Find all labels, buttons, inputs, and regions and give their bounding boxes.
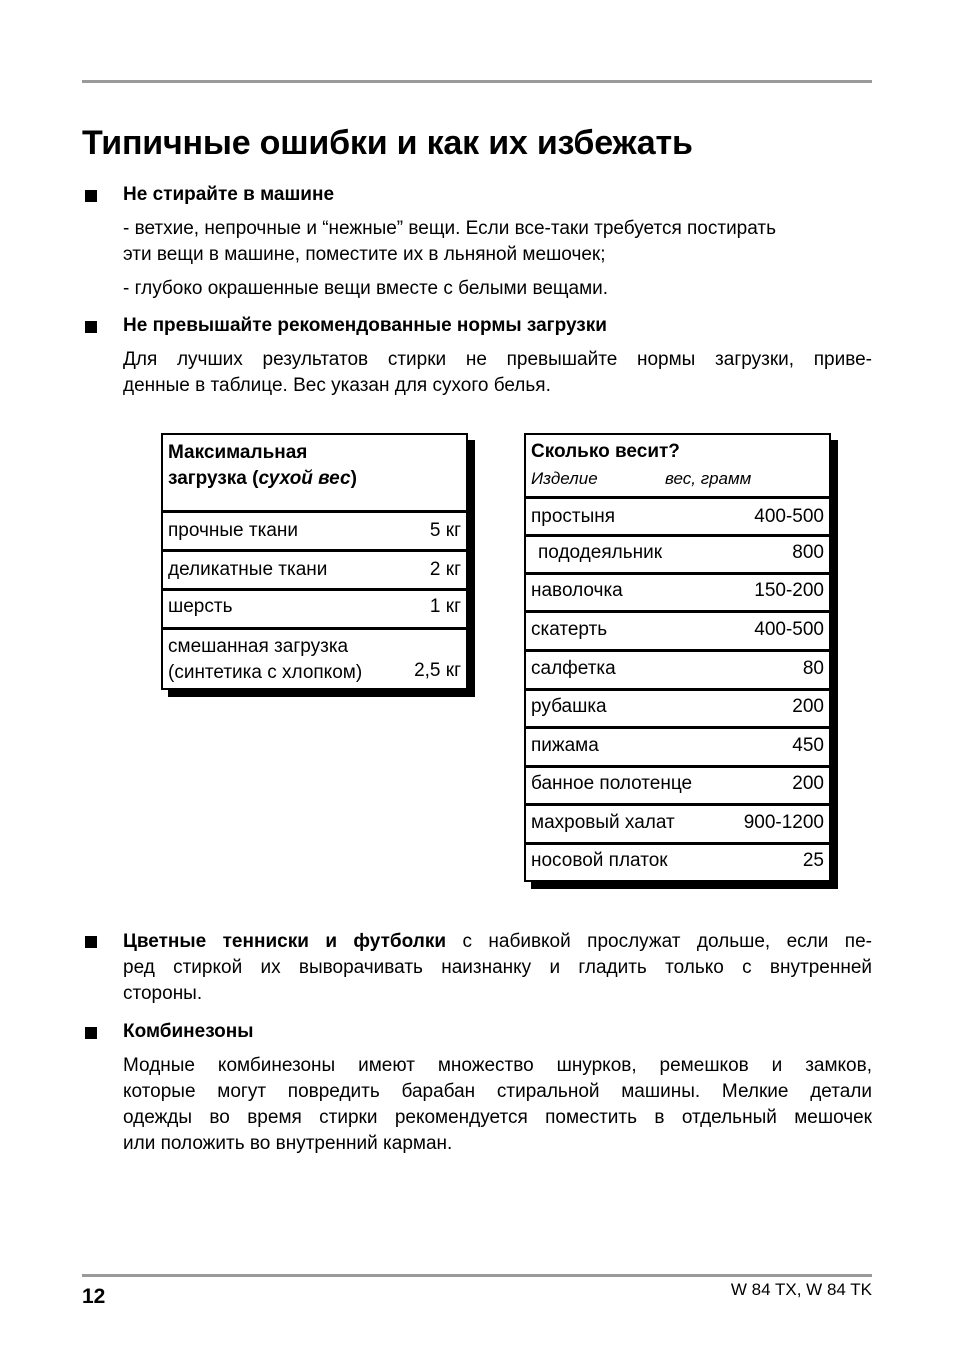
row-label: салфетка — [531, 658, 616, 679]
row-label: наволочка — [531, 580, 623, 601]
row-value: 200 — [792, 773, 824, 794]
row-value: 1 кг — [429, 596, 461, 617]
bullet-square-icon — [85, 321, 97, 333]
table-row — [526, 842, 829, 880]
header-line: ) — [350, 468, 357, 489]
text-line: или положить во внутренний карман. — [123, 1133, 453, 1154]
row-value: 5 кг — [429, 520, 461, 541]
weight-table-title: Сколько весит? — [531, 441, 680, 462]
row-label: пижама — [531, 735, 599, 756]
row-value: 800 — [792, 542, 824, 563]
row-value: 80 — [802, 658, 824, 679]
row-label-line: (синтетика с хлопком) — [168, 662, 363, 683]
table-row — [526, 649, 829, 688]
text-line: которые могут повредить барабан стиральной машины. Мелкие детали — [123, 1081, 872, 1102]
col-item-label: Изделие — [531, 469, 598, 488]
bullet-square-icon — [85, 936, 97, 948]
row-label-line: смешанная загрузка — [168, 636, 349, 657]
row-value: 400-500 — [754, 506, 824, 527]
row-label: прочные ткани — [168, 520, 299, 541]
section-heading-no-wash: Не стирайте в машине — [123, 184, 335, 205]
table-row-mixed — [163, 627, 466, 688]
row-label: пододеяльник — [538, 542, 663, 563]
row-label: банное полотенце — [531, 773, 693, 794]
text-line: Для лучших результатов стирки не превышайте нормы загрузки, приве- — [123, 349, 872, 370]
section-text-overalls — [123, 1053, 872, 1157]
row-label: скатерть — [531, 619, 608, 640]
max-load-header-text — [168, 440, 357, 492]
text-line: денные в таблице. Вес указан для сухого белья. — [123, 375, 551, 396]
header-rule — [82, 80, 872, 83]
text-line: стороны. — [123, 983, 203, 1004]
row-value: 150-200 — [754, 580, 824, 601]
page-number: 12 — [82, 1285, 106, 1308]
text-line: - глубоко окрашенные вещи вместе с белыми вещами. — [123, 278, 609, 299]
section-heading-tshirts: Цветные тенниски и футболки — [123, 931, 447, 952]
max-load-table — [161, 433, 468, 690]
header-line: загрузка ( — [168, 468, 259, 489]
text-line: эти вещи в машине, поместите их в льняной мешочек; — [123, 244, 606, 265]
max-load-table-header — [163, 435, 466, 510]
row-label — [168, 634, 362, 686]
col-weight-label: вес, грамм — [665, 469, 752, 488]
section-text-no-wash — [123, 216, 872, 302]
section-text-load-norms — [123, 347, 872, 399]
row-label: носовой платок — [531, 850, 668, 871]
row-label: рубашка — [531, 696, 607, 717]
table-row — [163, 588, 466, 627]
table-row — [526, 496, 829, 534]
footer-rule — [82, 1274, 872, 1277]
text-fragment: с набивкой прослужат дольше, если пе- — [446, 931, 872, 952]
table-row — [526, 572, 829, 610]
item-weight-table — [524, 433, 831, 882]
section-heading-load-norms: Не превышайте рекомендованные нормы загрузки — [123, 315, 607, 336]
bullet-square-icon — [85, 190, 97, 202]
table-row — [526, 534, 829, 572]
table-row — [163, 510, 466, 549]
table-row — [526, 726, 829, 765]
row-value: 25 — [802, 850, 824, 871]
item-weight-table-header — [526, 435, 829, 496]
table-row — [526, 803, 829, 842]
text-line: - ветхие, непрочные и “нежные” вещи. Если все-таки требуется постирать — [123, 218, 776, 239]
header-italic: сухой вес — [258, 468, 351, 489]
text-line: ред стиркой их выворачивать наизнанку и гладить только с внутренней — [123, 957, 872, 978]
section-heading-overalls: Комбинезоны — [123, 1021, 254, 1042]
row-value: 2,5 кг — [414, 660, 461, 681]
row-value: 450 — [792, 735, 824, 756]
text-line: Модные комбинезоны имеют множество шнурков, ремешков и замков, — [123, 1055, 872, 1076]
row-value: 900-1200 — [743, 812, 824, 833]
header-line: Максимальная — [168, 442, 308, 463]
table-row — [526, 688, 829, 726]
text-line — [123, 929, 872, 955]
table-row — [526, 610, 829, 649]
row-label: простыня — [531, 506, 616, 527]
row-label: махровый халат — [531, 812, 675, 833]
table-row — [526, 765, 829, 803]
model-name: W 84 TX, W 84 TK — [730, 1280, 872, 1299]
section-text-tshirts — [123, 929, 872, 1007]
row-label: деликатные ткани — [168, 559, 328, 580]
table-row — [163, 549, 466, 588]
row-label: шерсть — [168, 596, 233, 617]
text-line: одежды во время стирки рекомендуется поместить в отдельный мешочек — [123, 1107, 872, 1128]
row-value: 400-500 — [754, 619, 824, 640]
row-value: 2 кг — [429, 559, 461, 580]
row-value: 200 — [792, 696, 824, 717]
bullet-square-icon — [85, 1027, 97, 1039]
page-title: Типичные ошибки и как их избежать — [82, 124, 693, 162]
